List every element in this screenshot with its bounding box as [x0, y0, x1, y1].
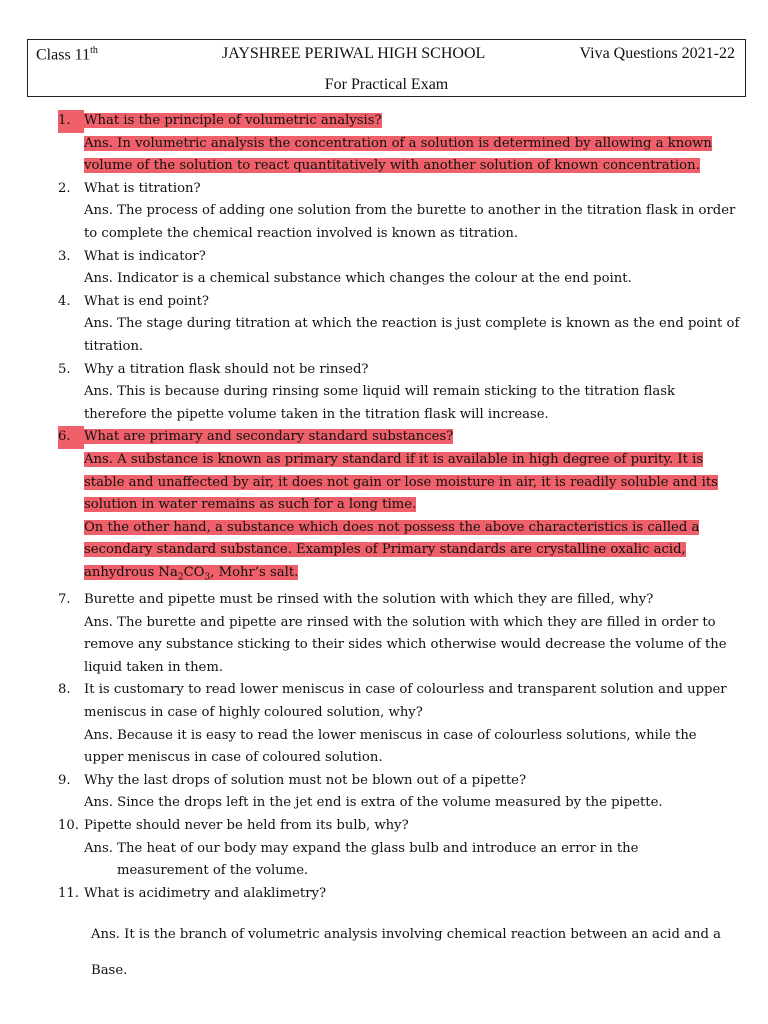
question-number: 9. [58, 772, 71, 788]
question-item [58, 679, 740, 724]
answer-text: Ans. Indicator is a chemical substance which changes the colour at the end point. [84, 271, 632, 287]
viva-label: Viva Questions 2021-22 [579, 45, 735, 62]
question-item [58, 426, 740, 449]
question-text: What is end point? [84, 293, 209, 309]
answer-text: Ans. The heat of our body may expand the glass bulb and introduce an error in the [84, 840, 639, 856]
answer-text: Ans. It is the branch of volumetric analysis involving chemical reaction between an acid and a Base. [91, 927, 721, 979]
question-text: What are primary and secondary standard substances? [84, 429, 454, 445]
answer-text-continued: On the other hand, a substance which does not possess the above characteristics is called a secondary standard substance. Examples of Primary standards are crystalline oxalic acid, anhydrous $Na_2CO_3$, Mohr’s salt. [84, 519, 700, 583]
header-box [27, 39, 746, 97]
answer-text-continued: measurement of the volume. [117, 863, 309, 879]
school-name: JAYSHREE PERIWAL HIGH SCHOOL [222, 45, 486, 62]
question-text: Why the last drops of solution must not be blown out of a pipette? [84, 772, 527, 788]
question-text: What is indicator? [84, 248, 206, 264]
question-text: It is customary to read lower meniscus in case of colourless and transparent solution and upper meniscus in case of highly coloured solution, why? [84, 682, 727, 721]
answer-text: Ans. This is because during rinsing some liquid will remain sticking to the titration flask therefore the pipette volume taken in the titration flask will increase. [84, 384, 675, 422]
question-number: 6. [58, 426, 84, 449]
question-number: 1. [58, 110, 84, 133]
answer-text: Ans. A substance is known as primary standard if it is available in high degree of purity. It is stable and unaffected by air, it does not gain or lose moisture in air, it is readily soluble and its solution in water remains as such for a long time. [84, 451, 718, 513]
answer-text: Ans. The burette and pipette are rinsed with the solution with which they are filled in order to remove any substance sticking to their sides which otherwise would decrease the volume of the liquid taken in them. [84, 614, 727, 675]
question-item [58, 589, 740, 612]
answer-text: Ans. The process of adding one solution from the burette to another in the titration flask in order to complete the chemical reaction involved is known as titration. [84, 203, 736, 241]
question-item [58, 815, 740, 838]
question-number: 4. [58, 293, 71, 309]
question-text: Pipette should never be held from its bulb, why? [84, 818, 409, 834]
answer-text: Ans. Because it is easy to read the lower meniscus in case of colourless solutions, while the upper meniscus in case of coloured solution. [84, 727, 697, 766]
question-item [58, 770, 740, 793]
page-subtitle: For Practical Exam [324, 76, 449, 93]
question-text: What is the principle of volumetric analysis? [84, 113, 382, 128]
answer-text: Ans. In volumetric analysis the concentration of a solution is determined by allowing a known volume of the solution to react quantitatively with another solution of known concentration. [84, 135, 712, 174]
question-text: What is titration? [84, 180, 201, 196]
question-item [58, 359, 740, 382]
question-item [58, 883, 740, 906]
question-number: 10. [58, 818, 79, 834]
question-item [58, 178, 740, 201]
question-text: Burette and pipette must be rinsed with the solution with which they are filled, why? [84, 592, 654, 608]
question-text: What is acidimetry and alaklimetry? [84, 885, 327, 901]
question-item [58, 110, 740, 133]
question-item [58, 291, 740, 314]
answer-text: Ans. The stage during titration at which the reaction is just complete is known as the end point of titration. [84, 316, 740, 354]
question-number: 7. [58, 592, 71, 608]
answer-text: Ans. Since the drops left in the jet end is extra of the volume measured by the pipette. [84, 795, 663, 811]
question-number: 8. [58, 682, 71, 698]
question-item [58, 246, 740, 269]
question-number: 5. [58, 361, 71, 377]
class-label: Class 11th [36, 45, 98, 64]
question-number: 2. [58, 180, 71, 196]
question-text: Why a titration flask should not be rinsed? [84, 361, 369, 377]
question-number: 3. [58, 248, 71, 264]
document-body [58, 110, 740, 989]
question-number: 11. [58, 885, 79, 901]
